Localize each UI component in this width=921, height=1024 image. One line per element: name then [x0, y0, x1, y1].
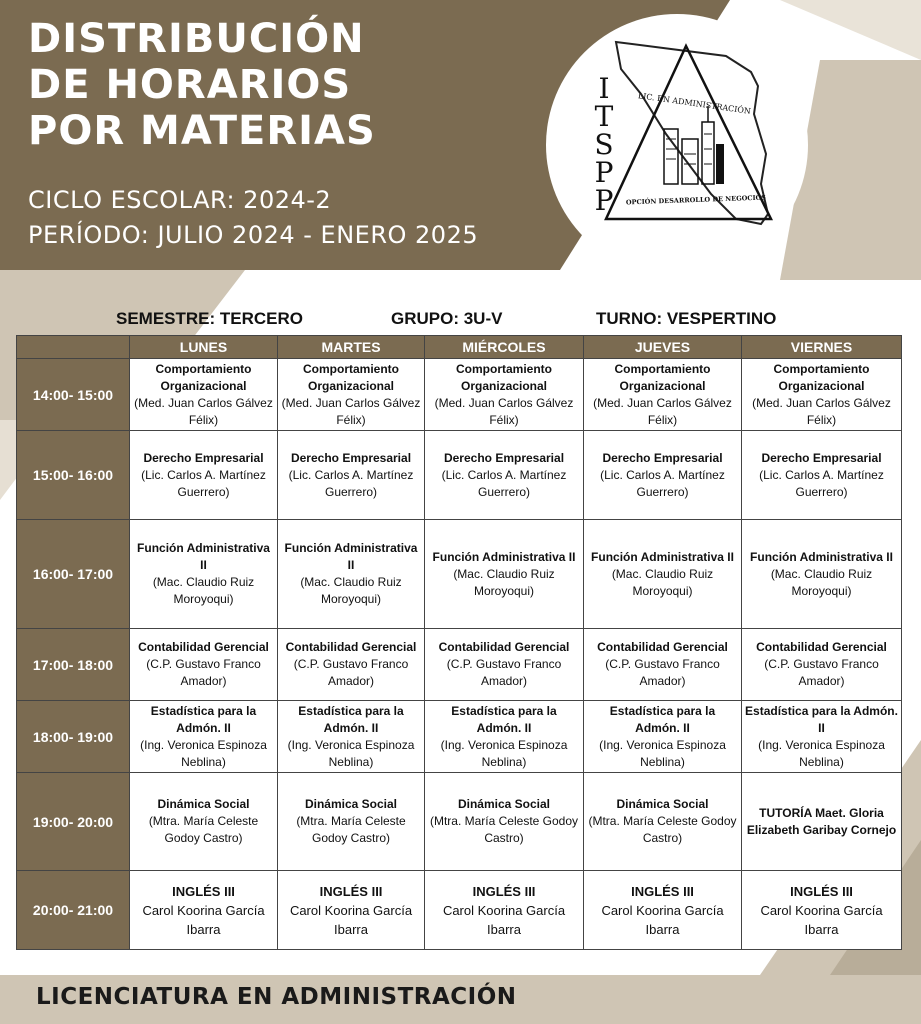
footer-title: LICENCIATURA EN ADMINISTRACIÓN	[36, 984, 517, 1010]
professor-name: Carol Koorina García Ibarra	[289, 902, 413, 937]
itspp-logo	[546, 14, 808, 276]
logo-letter-p2: P	[594, 184, 614, 217]
class-cell	[584, 359, 742, 431]
professor-name: (Ing. Veronica Espinoza Neblina)	[140, 737, 267, 769]
logo-letter-p1: P	[594, 156, 614, 189]
subject-name: Dinámica Social	[616, 797, 709, 811]
class-cell	[742, 431, 902, 520]
subject-name: INGLÉS III	[319, 883, 383, 899]
corner-cell	[17, 336, 130, 359]
subject-name: Dinámica Social	[457, 797, 551, 811]
professor-name: (Med. Juan Carlos Gálvez Félix)	[134, 395, 273, 427]
professor-name: (Lic. Carlos A. Martínez Guerrero)	[441, 467, 567, 499]
tutoria-cell: TUTORÍA Maet. Gloria Elizabeth Garibay Cornejo	[742, 773, 902, 871]
class-cell	[278, 701, 425, 773]
subject-name: Estadística para la Admón. II	[451, 703, 557, 735]
grupo-label: GRUPO: 3U-V	[391, 309, 503, 328]
table-row	[17, 520, 902, 629]
class-cell	[425, 871, 584, 950]
class-cell	[278, 431, 425, 520]
schedule-table	[16, 335, 902, 950]
table-row	[17, 773, 902, 871]
day-header-jueves: JUEVES	[584, 336, 742, 359]
subject-name: Contabilidad Gerencial	[756, 640, 887, 654]
table-row	[17, 701, 902, 773]
subject-name: Derecho Empresarial	[602, 450, 723, 465]
subject-name: Derecho Empresarial	[761, 450, 882, 465]
time-slot: 17:00- 18:00	[17, 629, 130, 701]
class-cell	[425, 701, 584, 773]
subject-name: Función Administrativa II	[284, 541, 418, 572]
class-cell	[584, 629, 742, 701]
subject-name: Estadística para la Admón. II	[298, 703, 404, 735]
time-slot: 14:00- 15:00	[17, 359, 130, 431]
professor-name: (Med. Juan Carlos Gálvez Félix)	[752, 395, 891, 427]
time-slot: 20:00- 21:00	[17, 871, 130, 950]
professor-name: Carol Koorina García Ibarra	[760, 902, 883, 937]
professor-name: (Mtra. María Celeste Godoy Castro)	[588, 814, 737, 845]
periodo: PERÍODO: JULIO 2024 - ENERO 2025	[28, 221, 479, 249]
table-row	[17, 359, 902, 431]
professor-name: (Ing. Veronica Espinoza Neblina)	[440, 737, 568, 769]
class-cell	[278, 773, 425, 871]
professor-name: (Lic. Carlos A. Martínez Guerrero)	[288, 467, 414, 499]
class-cell	[130, 871, 278, 950]
day-header-martes: MARTES	[278, 336, 425, 359]
time-slot: 19:00- 20:00	[17, 773, 130, 871]
subject-name: INGLÉS III	[790, 883, 853, 899]
professor-name: (C.P. Gustavo Franco Amador)	[764, 657, 879, 688]
subject-name: Función Administrativa II	[137, 541, 270, 572]
professor-name: (Mac. Claudio Ruiz Moroyoqui)	[611, 566, 714, 598]
day-header-viernes: VIERNES	[742, 336, 902, 359]
class-cell	[130, 701, 278, 773]
professor-name: (Mac. Claudio Ruiz Moroyoqui)	[770, 566, 873, 598]
professor-name: (Ing. Veronica Espinoza Neblina)	[599, 737, 726, 769]
professor-name: Carol Koorina García Ibarra	[442, 902, 566, 937]
logo-letter-i: I	[598, 72, 610, 105]
subject-name: Función Administrativa II	[750, 549, 893, 564]
professor-name: (Mtra. María Celeste Godoy Castro)	[429, 814, 579, 845]
class-cell	[130, 629, 278, 701]
time-slot: 15:00- 16:00	[17, 431, 130, 520]
class-cell	[130, 520, 278, 629]
subject-name: Contabilidad Gerencial	[597, 640, 728, 654]
class-cell	[425, 520, 584, 629]
class-cell	[130, 431, 278, 520]
day-header-lunes: LUNES	[130, 336, 278, 359]
class-cell	[584, 773, 742, 871]
class-cell	[742, 359, 902, 431]
class-cell	[130, 773, 278, 871]
table-row	[17, 871, 902, 950]
class-cell	[278, 359, 425, 431]
subject-name: INGLÉS III	[472, 883, 536, 899]
subject-name: Derecho Empresarial	[290, 450, 412, 465]
turno-label: TURNO: VESPERTINO	[596, 309, 777, 328]
subject-name: Dinámica Social	[157, 797, 250, 811]
class-cell	[584, 701, 742, 773]
class-cell	[742, 701, 902, 773]
subject-name: Contabilidad Gerencial	[138, 640, 269, 654]
table-row	[17, 629, 902, 701]
subject-name: Comportamiento Organizacional	[456, 361, 552, 393]
professor-name: (C.P. Gustavo Franco Amador)	[605, 657, 720, 688]
professor-name: (Mac. Claudio Ruiz Moroyoqui)	[453, 566, 555, 598]
professor-name: (Mac. Claudio Ruiz Moroyoqui)	[300, 575, 402, 606]
subject-name: INGLÉS III	[631, 883, 694, 899]
logo-arc-bottom: OPCIÓN DESARROLLO DE NEGOCIOS	[625, 193, 767, 207]
class-cell	[278, 629, 425, 701]
subject-name: Estadística para la Admón. II	[150, 703, 257, 735]
day-header-miercoles: MIÉRCOLES	[425, 336, 584, 359]
class-cell	[278, 520, 425, 629]
professor-name: Carol Koorina García Ibarra	[142, 902, 265, 937]
class-cell	[278, 871, 425, 950]
header-row	[17, 336, 902, 359]
class-cell	[584, 431, 742, 520]
professor-name: (Med. Juan Carlos Gálvez Félix)	[593, 395, 732, 427]
time-slot: 18:00- 19:00	[17, 701, 130, 773]
professor-name: (Ing. Veronica Espinoza Neblina)	[758, 737, 885, 769]
class-cell	[742, 871, 902, 950]
subject-name: Derecho Empresarial	[143, 450, 264, 465]
professor-name: (Mtra. María Celeste Godoy Castro)	[296, 814, 406, 845]
class-cell	[584, 520, 742, 629]
class-cell	[425, 359, 584, 431]
professor-name: (Mac. Claudio Ruiz Moroyoqui)	[152, 575, 255, 606]
professor-name: Carol Koorina García Ibarra	[601, 902, 724, 937]
title-line-2: DE HORARIOS	[28, 62, 352, 108]
title-line-1: DISTRIBUCIÓN	[28, 16, 365, 62]
professor-name: (Lic. Carlos A. Martínez Guerrero)	[759, 467, 884, 499]
table-row	[17, 431, 902, 520]
professor-name: (Ing. Veronica Espinoza Neblina)	[287, 737, 415, 769]
professor-name: (C.P. Gustavo Franco Amador)	[146, 657, 261, 688]
subject-name: Contabilidad Gerencial	[438, 640, 570, 654]
subject-name: Dinámica Social	[304, 797, 398, 811]
subject-name: Estadística para la Admón. II	[609, 703, 716, 735]
professor-name: (Lic. Carlos A. Martínez Guerrero)	[600, 467, 725, 499]
professor-name: (Mtra. María Celeste Godoy Castro)	[148, 814, 259, 845]
professor-name: (Med. Juan Carlos Gálvez Félix)	[434, 395, 574, 427]
logo-letter-t: T	[594, 100, 614, 133]
professor-name: (Lic. Carlos A. Martínez Guerrero)	[141, 467, 266, 499]
logo-letter-s: S	[594, 128, 614, 161]
subject-name: Comportamiento Organizacional	[303, 361, 399, 393]
subject-name: Comportamiento Organizacional	[155, 361, 252, 393]
professor-name: (Med. Juan Carlos Gálvez Félix)	[281, 395, 421, 427]
class-cell	[130, 359, 278, 431]
logo-arc-top: LIC. EN ADMINISTRACIÓN	[637, 91, 752, 116]
class-cell	[425, 629, 584, 701]
subject-name: Comportamiento Organizacional	[614, 361, 711, 393]
subject-name: Contabilidad Gerencial	[285, 640, 417, 654]
time-slot: 16:00- 17:00	[17, 520, 130, 629]
class-cell	[742, 629, 902, 701]
subject-name: Estadística para la Admón. II	[745, 703, 898, 735]
semestre-label: SEMESTRE: TERCERO	[116, 309, 304, 328]
class-cell	[425, 773, 584, 871]
subject-name: Función Administrativa II	[591, 549, 734, 564]
ciclo-escolar: CICLO ESCOLAR: 2024-2	[28, 186, 332, 214]
professor-name: (C.P. Gustavo Franco Amador)	[446, 657, 562, 688]
subject-name: Derecho Empresarial	[443, 450, 565, 465]
class-cell	[425, 431, 584, 520]
class-cell	[584, 871, 742, 950]
subject-name: Comportamiento Organizacional	[773, 361, 870, 393]
subject-name: Función Administrativa II	[432, 549, 576, 564]
title-line-3: POR MATERIAS	[28, 108, 376, 154]
subject-name: INGLÉS III	[172, 883, 235, 899]
professor-name: (C.P. Gustavo Franco Amador)	[293, 657, 409, 688]
class-cell	[742, 520, 902, 629]
